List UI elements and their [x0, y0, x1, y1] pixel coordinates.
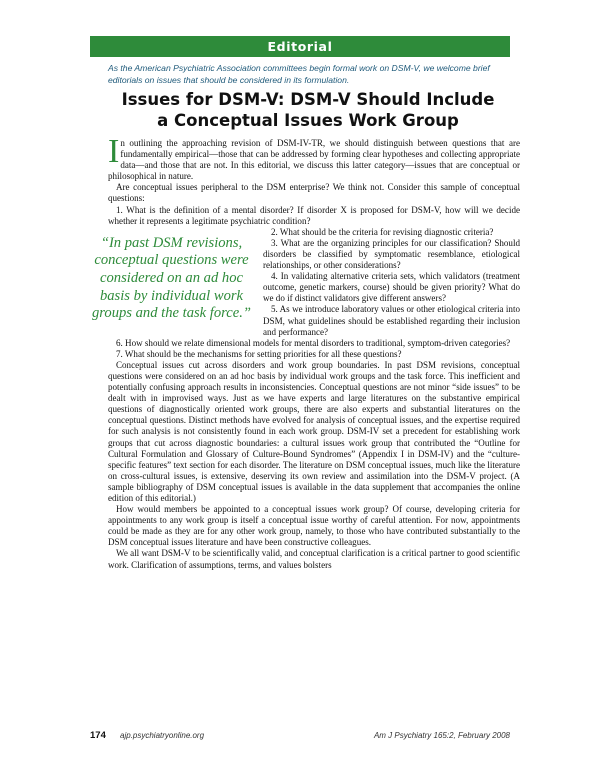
paragraph-appointments: How would members be appointed to a conceptual issues work group? Of course, developing criteria for appointments to any work group is itself a conceptual issue worthy of careful attention. For now, appointments could be made as they are for any other work group, namely, to those who have contributed substantially to the DSM conceptual issues literature and have been constructive colleagues. — [108, 504, 520, 548]
pull-quote: “In past DSM revisions, conceptual questions were considered on an ad hoc basis by individual work groups and the task force.” — [91, 234, 252, 322]
article-title-line-2: a Conceptual Issues Work Group — [157, 111, 459, 130]
paragraph-conceptual-intro: Are conceptual issues peripheral to the DSM enterprise? We think not. Consider this sample of conceptual questions: — [108, 182, 520, 204]
drop-cap: I — [108, 133, 120, 170]
journal-citation: Am J Psychiatry 165:2, February 2008 — [373, 731, 510, 740]
page-footer — [0, 731, 600, 743]
section-banner — [90, 36, 510, 57]
section-label: Editorial — [267, 39, 333, 54]
article-body — [91, 133, 520, 571]
question-3: 3. What are the organizing principles for our classification? Should disorders be classified by symptomatic resemblance, etiological relationships, or other considerations? — [263, 237, 520, 271]
question-1: 1. What is the definition of a mental disorder? If disorder X is proposed for DSM-V, how will we decide whether it represents a legitimate psychiatric condition? — [108, 204, 520, 226]
paragraph-cross-cutting: Conceptual issues cut across disorders and work group boundaries. In past DSM revisions, conceptual questions were considered on an ad hoc basis by individual work groups and the task force. This inefficient and potentially confusing approach results in inconsistencies. Conceptual questions are not minor “side issues” to be dealt with in improvised ways. Just as we have experts and large literatures on the substantive empirical questions of diagnostically oriented work groups, there are also experts and substantial literatures on the conceptual questions. Distinct methods have evolved for analysis of conceptual issues, and the expertise required for such analysis is not consistently found in each work group. DSM-IV set a precedent for establishing work groups that cut across diagnostic boundaries: a cultural issues work group that contributed the “Outline for Cultural Formulation and Glossary of Culture-Bound Syndromes” (Appendix I in DSM-IV) and the “culture-specific features” text section for each disorder. The literature on DSM conceptual issues, much like the literature on cross-cultural issues, is extensive, deserving its own review and assimilation into the DSM-V project. (A sample bibliography of DSM conceptual issues is available in the data supplement that accompanies the online edition of this editorial.) — [108, 359, 520, 503]
editorial-intro: As the American Psychiatric Association committees begin formal work on DSM-V, we welcome brief editorials on issues that should be considered in its formulation. — [108, 63, 490, 85]
journal-url[interactable]: ajp.psychiatryonline.org — [120, 731, 205, 740]
article-title-line-1: Issues for DSM-V: DSM-V Should Include — [121, 90, 495, 109]
article-title — [108, 89, 508, 131]
opening-text: n outlining the approaching revision of DSM-IV-TR, we should distinguish between questions that are fundamentally empirical—those that can be addressed by forming clear hypotheses and collecting appropriate data—and those that are not. In this editorial, we discuss this latter category—issues that are conceptual or philosophical in nature. — [108, 138, 520, 182]
page-number: 174 — [90, 730, 106, 741]
question-7: 7. What should be the mechanisms for setting priorities for all these questions? — [116, 348, 402, 359]
paragraph-opening — [108, 133, 520, 182]
question-6: 6. How should we relate dimensional models for mental disorders to traditional, symptom-driven categories? — [116, 337, 511, 348]
question-2: 2. What should be the criteria for revising diagnostic criteria? — [271, 226, 494, 237]
paragraph-closing: We all want DSM-V to be scientifically valid, and conceptual clarification is a critical partner to good scientific work. Clarification of assumptions, terms, and values bolsters — [108, 548, 520, 570]
question-5: 5. As we introduce laboratory values or other etiological criteria into DSM, what guidelines should be established regarding their inclusion and performance? — [263, 304, 520, 337]
question-4: 4. In validating alternative criteria sets, which validators (treatment outcome, genetic markers, course) should be given priority? What do we do if distinct validators give different answers? — [263, 271, 520, 304]
